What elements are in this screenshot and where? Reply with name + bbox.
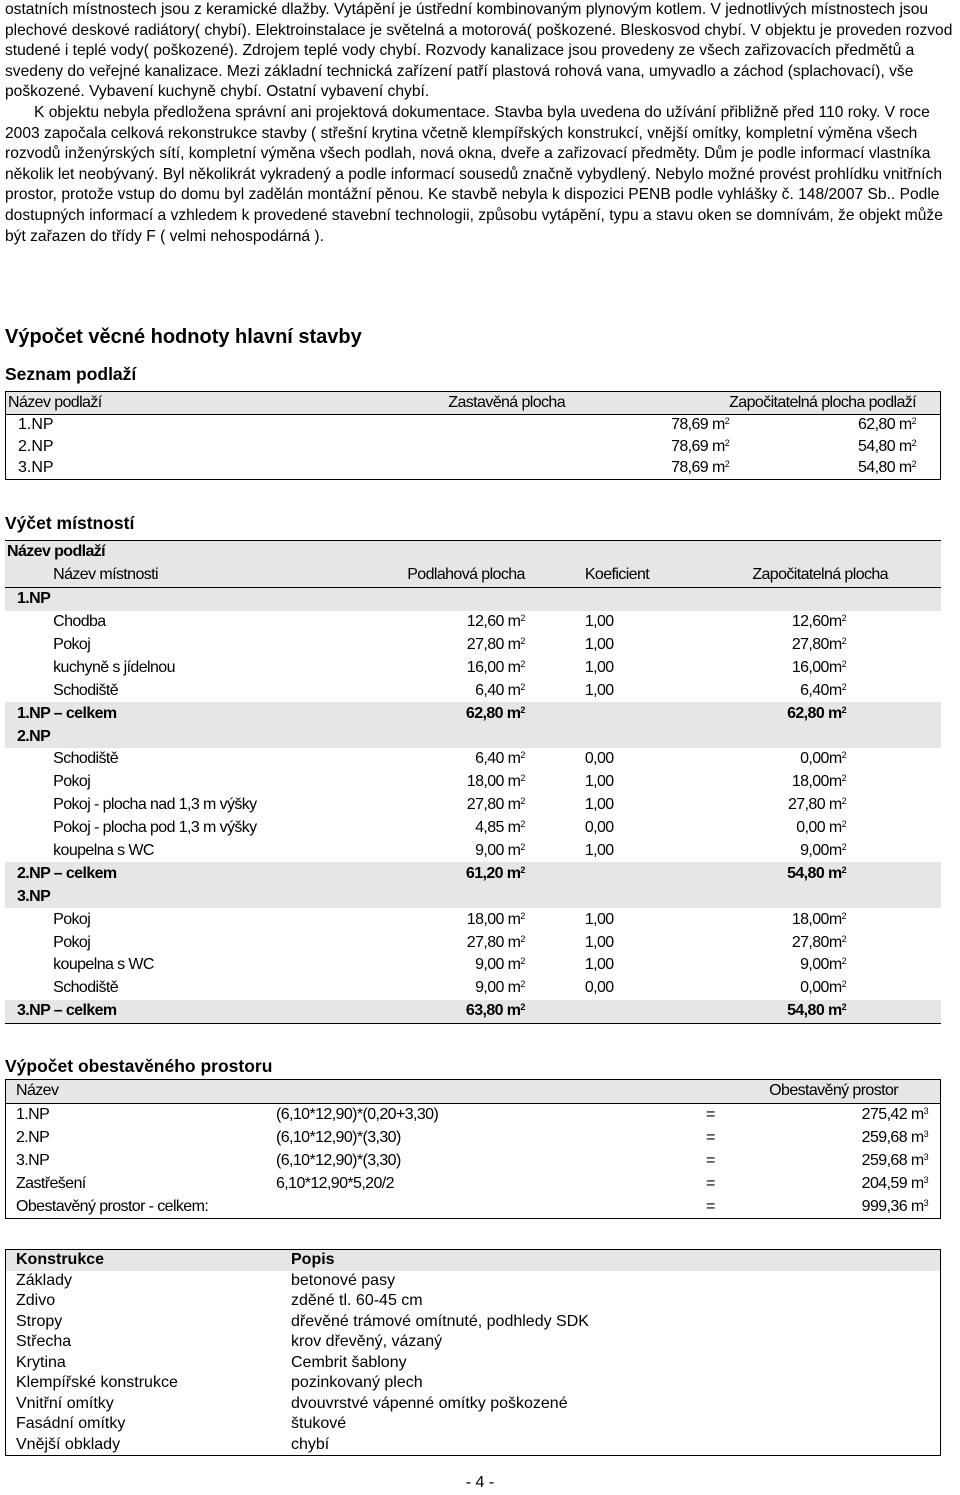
volume-value: 204,59 $m^3$ (861, 1175, 928, 1192)
volume-row (6, 1173, 941, 1196)
construction-name: Klempířské konstrukce (16, 1374, 178, 1392)
construction-desc: betonové pasy (291, 1271, 396, 1289)
room-coef: 1,00 (584, 933, 614, 951)
floor-countable: 54,80 $m^2$ (857, 459, 916, 477)
room-name: Pokoj (53, 636, 91, 653)
room-name: Schodiště (53, 750, 119, 768)
room-countable: $18,00m^2$ (791, 773, 846, 791)
intro-paragraph-1: ostatních místnostech jsou z keramické dlažby. Vytápění je ústřední kombinovaným plynovým kotlem. V jednotlivých místnostech jsou plechové deskové radiátory( chybí). Elektroinstalace je světelná a motorová( poškozené. Bleskosvod chybí. V objektu je proveden rozvod studené i teplé vody( poškozené). Zdrojem teplé vody chybí. Rozvody kanalizace jsou provedeny ze všech zařizovacích předmětů a svedeny do veřejné kanalizace. Mezi základní technická zařízení patří plastová rohová vana, umyvadlo a záchod (splachovací), vše poškozené. Vybavení kuchyně chybí. Ostatní vybavení chybí. (5, 1, 953, 101)
room-countable: 27,80 $m^2$ (787, 796, 846, 814)
room-coef: 0,00 (584, 750, 614, 768)
construction-name: Fasádní omítky (16, 1415, 126, 1433)
room-row (5, 931, 941, 954)
floor-built: 78,69 $m^2$ (671, 416, 730, 434)
construction-row (6, 1353, 941, 1374)
construction-row (6, 1394, 941, 1415)
volume-row (6, 1103, 941, 1126)
construction-desc: chybí (291, 1435, 330, 1453)
room-group-floor (5, 885, 941, 908)
room-countable: $0,00m^2$ (800, 750, 846, 768)
room-row (5, 634, 941, 657)
room-area: 4,85 $m^2$ (475, 819, 525, 837)
rooms-header-coef: Koeficient (525, 564, 753, 587)
volume-row (6, 1127, 941, 1150)
floor-row (6, 458, 941, 480)
volume-header-value: Obestavěný prostor (746, 1080, 941, 1104)
room-total-label: 2.NP – celkem (5, 862, 343, 885)
volume-name: 2.NP (16, 1129, 50, 1147)
room-countable: $27,80m^2$ (791, 636, 846, 653)
room-area: 18,00 $m^2$ (466, 910, 525, 928)
construction-desc: štukové (291, 1415, 347, 1433)
volume-value: 259,68 $m^3$ (861, 1129, 928, 1147)
volume-formula (276, 1195, 706, 1218)
room-coef: 0,00 (584, 979, 614, 997)
room-group-floor-label: 3.NP (5, 885, 941, 908)
floors-header-name: Název podlaží (6, 392, 269, 415)
floor-name: 2.NP (18, 437, 54, 455)
room-name: Pokoj (53, 773, 91, 791)
volume-name: Obestavěný prostor - celkem: (16, 1197, 209, 1215)
room-total-countable: 62,80 $m^2$ (752, 702, 941, 725)
room-coef: 1,00 (584, 658, 614, 676)
room-row (5, 794, 941, 817)
main-title: Výpočet věcné hodnoty hlavní stavby (5, 326, 362, 348)
volume-header-row (6, 1080, 941, 1104)
construction-desc: krov dřevěný, vázaný (291, 1333, 443, 1351)
room-group-floor-label: 2.NP (5, 725, 941, 748)
room-area: 27,80 $m^2$ (466, 636, 525, 653)
construction-header-desc: Popis (291, 1250, 941, 1271)
volume-value: 275,42 $m^3$ (861, 1106, 928, 1124)
construction-row (6, 1332, 941, 1353)
room-name: kuchyně s jídelnou (53, 658, 175, 676)
room-countable: $27,80m^2$ (791, 933, 846, 951)
construction-desc: zděné tl. 60-45 cm (291, 1292, 423, 1310)
floor-name: 1.NP (18, 416, 54, 434)
room-area: 27,80 $m^2$ (466, 933, 525, 951)
room-total-area: 61,20 $m^2$ (343, 862, 525, 885)
room-countable: $9,00m^2$ (800, 842, 846, 860)
volume-row (6, 1195, 941, 1218)
rooms-header-floor: Název podlaží (5, 541, 941, 564)
floor-countable: 54,80 $m^2$ (857, 437, 916, 455)
room-coef: 1,00 (584, 681, 614, 699)
room-row (5, 977, 941, 1000)
room-area: 9,00 $m^2$ (475, 842, 525, 860)
floor-built: 78,69 $m^2$ (671, 459, 730, 477)
construction-row (6, 1435, 941, 1456)
room-area: 9,00 $m^2$ (475, 979, 525, 997)
room-countable: $9,00m^2$ (800, 956, 846, 974)
construction-header-name: Konstrukce (6, 1250, 292, 1271)
volume-formula: (6,10*12,90)*(3,30) (276, 1152, 401, 1170)
volume-name: Zastřešení (16, 1175, 86, 1192)
volume-header-name: Název (6, 1080, 747, 1104)
room-row (5, 611, 941, 634)
floors-header-row (6, 392, 941, 415)
room-row (5, 679, 941, 702)
room-total-label: 3.NP – celkem (5, 1000, 343, 1023)
room-row (5, 771, 941, 794)
intro-paragraph-2: K objektu nebyla předložena správní ani projektová dokumentace. Stavba byla uvedena do užívání přibližně před 110 roky. V roce 2003 započala celková rekonstrukce stavby ( střešní krytina včetně klempířských konstrukcí, vnější omítky, kompletní výměna všech rozvodů inženýrských sítí, kompletní výměna všech podlah, nová okna, dveře a zařizovací předměty. Dům je podle informací vlastníka několik let neobývaný. Byl několikrát vykradený a podle informací sousedů značně vybydlený. Nebylo možné provést prohlídku vnitřních prostor, protože vstup do domu byl zadělán montážní pěnou. Ke stavbě nebyla k dispozici PENB podle vyhlášky č. 148/2007 Sb.. Podle dostupných informací a vzhledem k provedené stavební technologii, způsobu vytápění, typu a stavu oken se domnívám, že objekt může být zařazen do třídy F ( velmi nehospodárná ). (5, 103, 943, 245)
construction-name: Vnitřní omítky (16, 1394, 114, 1412)
room-name: Pokoj - plocha pod 1,3 m výšky (53, 819, 257, 837)
room-name: koupelna s WC (53, 956, 154, 974)
construction-name: Krytina (16, 1353, 66, 1371)
room-coef: 1,00 (584, 910, 614, 928)
construction-name: Základy (16, 1271, 73, 1289)
room-countable: 0,00 $m^2$ (796, 819, 846, 837)
volume-formula: (6,10*12,90)*(0,20+3,30) (276, 1106, 439, 1124)
rooms-header-floor-row (5, 541, 941, 564)
volume-name: 3.NP (16, 1152, 50, 1170)
volume-table (5, 1079, 941, 1219)
volume-formula: (6,10*12,90)*(3,30) (276, 1129, 401, 1147)
room-area: 6,40 $m^2$ (475, 750, 525, 768)
room-group-floor (5, 725, 941, 748)
room-name: Pokoj (53, 933, 91, 951)
room-row (5, 840, 941, 863)
volume-eq: = (706, 1175, 715, 1192)
room-coef: 0,00 (584, 819, 614, 837)
construction-header-row (6, 1250, 941, 1271)
room-coef: 1,00 (584, 636, 614, 653)
room-coef: 1,00 (584, 613, 614, 631)
room-countable: $6,40m^2$ (800, 681, 846, 699)
construction-row (6, 1312, 941, 1333)
volume-eq: = (706, 1106, 715, 1124)
room-group-total (5, 702, 941, 725)
room-countable: $12,60m^2$ (791, 613, 846, 631)
floor-name: 3.NP (18, 459, 54, 477)
volume-value: 999,36 $m^3$ (861, 1197, 928, 1215)
floor-row (6, 436, 941, 458)
rooms-table (5, 540, 941, 1024)
room-name: koupelna s WC (53, 842, 154, 860)
room-total-area: 62,80 $m^2$ (343, 702, 525, 725)
room-area: 9,00 $m^2$ (475, 956, 525, 974)
construction-name: Zdivo (16, 1292, 56, 1310)
room-name: Pokoj (53, 910, 91, 928)
room-group-floor-label: 1.NP (5, 587, 941, 610)
construction-desc: Cembrit šablony (291, 1353, 407, 1371)
volume-value: 259,68 $m^3$ (861, 1152, 928, 1170)
volume-title: Výpočet obestavěného prostoru (5, 1056, 273, 1076)
construction-desc: pozinkovaný plech (291, 1374, 423, 1392)
room-group-total (5, 862, 941, 885)
room-area: 12,60 $m^2$ (466, 613, 525, 631)
room-name: Chodba (53, 613, 106, 631)
floors-header-built: Zastavěná plocha (268, 392, 729, 415)
volume-eq: = (706, 1152, 715, 1170)
volume-eq: = (706, 1197, 715, 1215)
room-name: Pokoj - plocha nad 1,3 m výšky (53, 796, 257, 814)
room-group-floor (5, 587, 941, 610)
floor-countable: 62,80 $m^2$ (857, 416, 916, 434)
room-coef: 1,00 (584, 842, 614, 860)
room-area: 6,40 $m^2$ (475, 681, 525, 699)
volume-name: 1.NP (16, 1106, 50, 1124)
floor-built: 78,69 $m^2$ (671, 437, 730, 455)
construction-row (6, 1414, 941, 1435)
room-total-label: 1.NP – celkem (5, 702, 343, 725)
rooms-header-area: Podlahová plocha (343, 564, 525, 587)
room-countable: $18,00m^2$ (791, 910, 846, 928)
room-row (5, 954, 941, 977)
room-area: 18,00 $m^2$ (466, 773, 525, 791)
construction-table (5, 1249, 941, 1456)
rooms-header-row (5, 564, 941, 587)
room-countable: $0,00m^2$ (800, 979, 846, 997)
construction-desc: dřevěné trámové omítnuté, podhledy SDK (291, 1312, 589, 1330)
page-number: - 4 - (465, 1474, 495, 1491)
rooms-title: Výčet místností (5, 513, 135, 533)
floor-row (6, 414, 941, 436)
construction-name: Střecha (16, 1333, 72, 1351)
room-total-countable: 54,80 $m^2$ (752, 862, 941, 885)
construction-row (6, 1291, 941, 1312)
room-coef: 1,00 (584, 796, 614, 814)
room-group-total (5, 1000, 941, 1023)
room-area: 16,00 $m^2$ (466, 658, 525, 676)
construction-desc: dvouvrstvé vápenné omítky poškozené (291, 1394, 568, 1412)
room-name: Schodiště (53, 681, 119, 699)
floors-header-countable: Započitatelná plocha podlaží (729, 392, 940, 415)
floors-title: Seznam podlaží (5, 364, 137, 384)
volume-row (6, 1150, 941, 1173)
room-area: 27,80 $m^2$ (466, 796, 525, 814)
room-countable: $16,00m^2$ (791, 658, 846, 676)
construction-row (6, 1373, 941, 1394)
room-row (5, 748, 941, 771)
room-total-area: 63,80 $m^2$ (343, 1000, 525, 1023)
room-coef: 1,00 (584, 956, 614, 974)
construction-name: Stropy (16, 1312, 63, 1330)
room-row (5, 656, 941, 679)
construction-row (6, 1271, 941, 1292)
room-row (5, 817, 941, 840)
rooms-header-name: Název místnosti (53, 564, 343, 587)
room-coef: 1,00 (584, 773, 614, 791)
intro-text (5, 0, 953, 247)
rooms-header-countable: Započitatelná plocha (752, 564, 941, 587)
volume-eq: = (706, 1129, 715, 1147)
room-total-countable: 54,80 $m^2$ (752, 1000, 941, 1023)
room-row (5, 908, 941, 931)
floors-table (5, 391, 941, 480)
construction-name: Vnější obklady (16, 1435, 121, 1453)
volume-formula: 6,10*12,90*5,20/2 (276, 1175, 394, 1192)
room-name: Schodiště (53, 979, 119, 997)
